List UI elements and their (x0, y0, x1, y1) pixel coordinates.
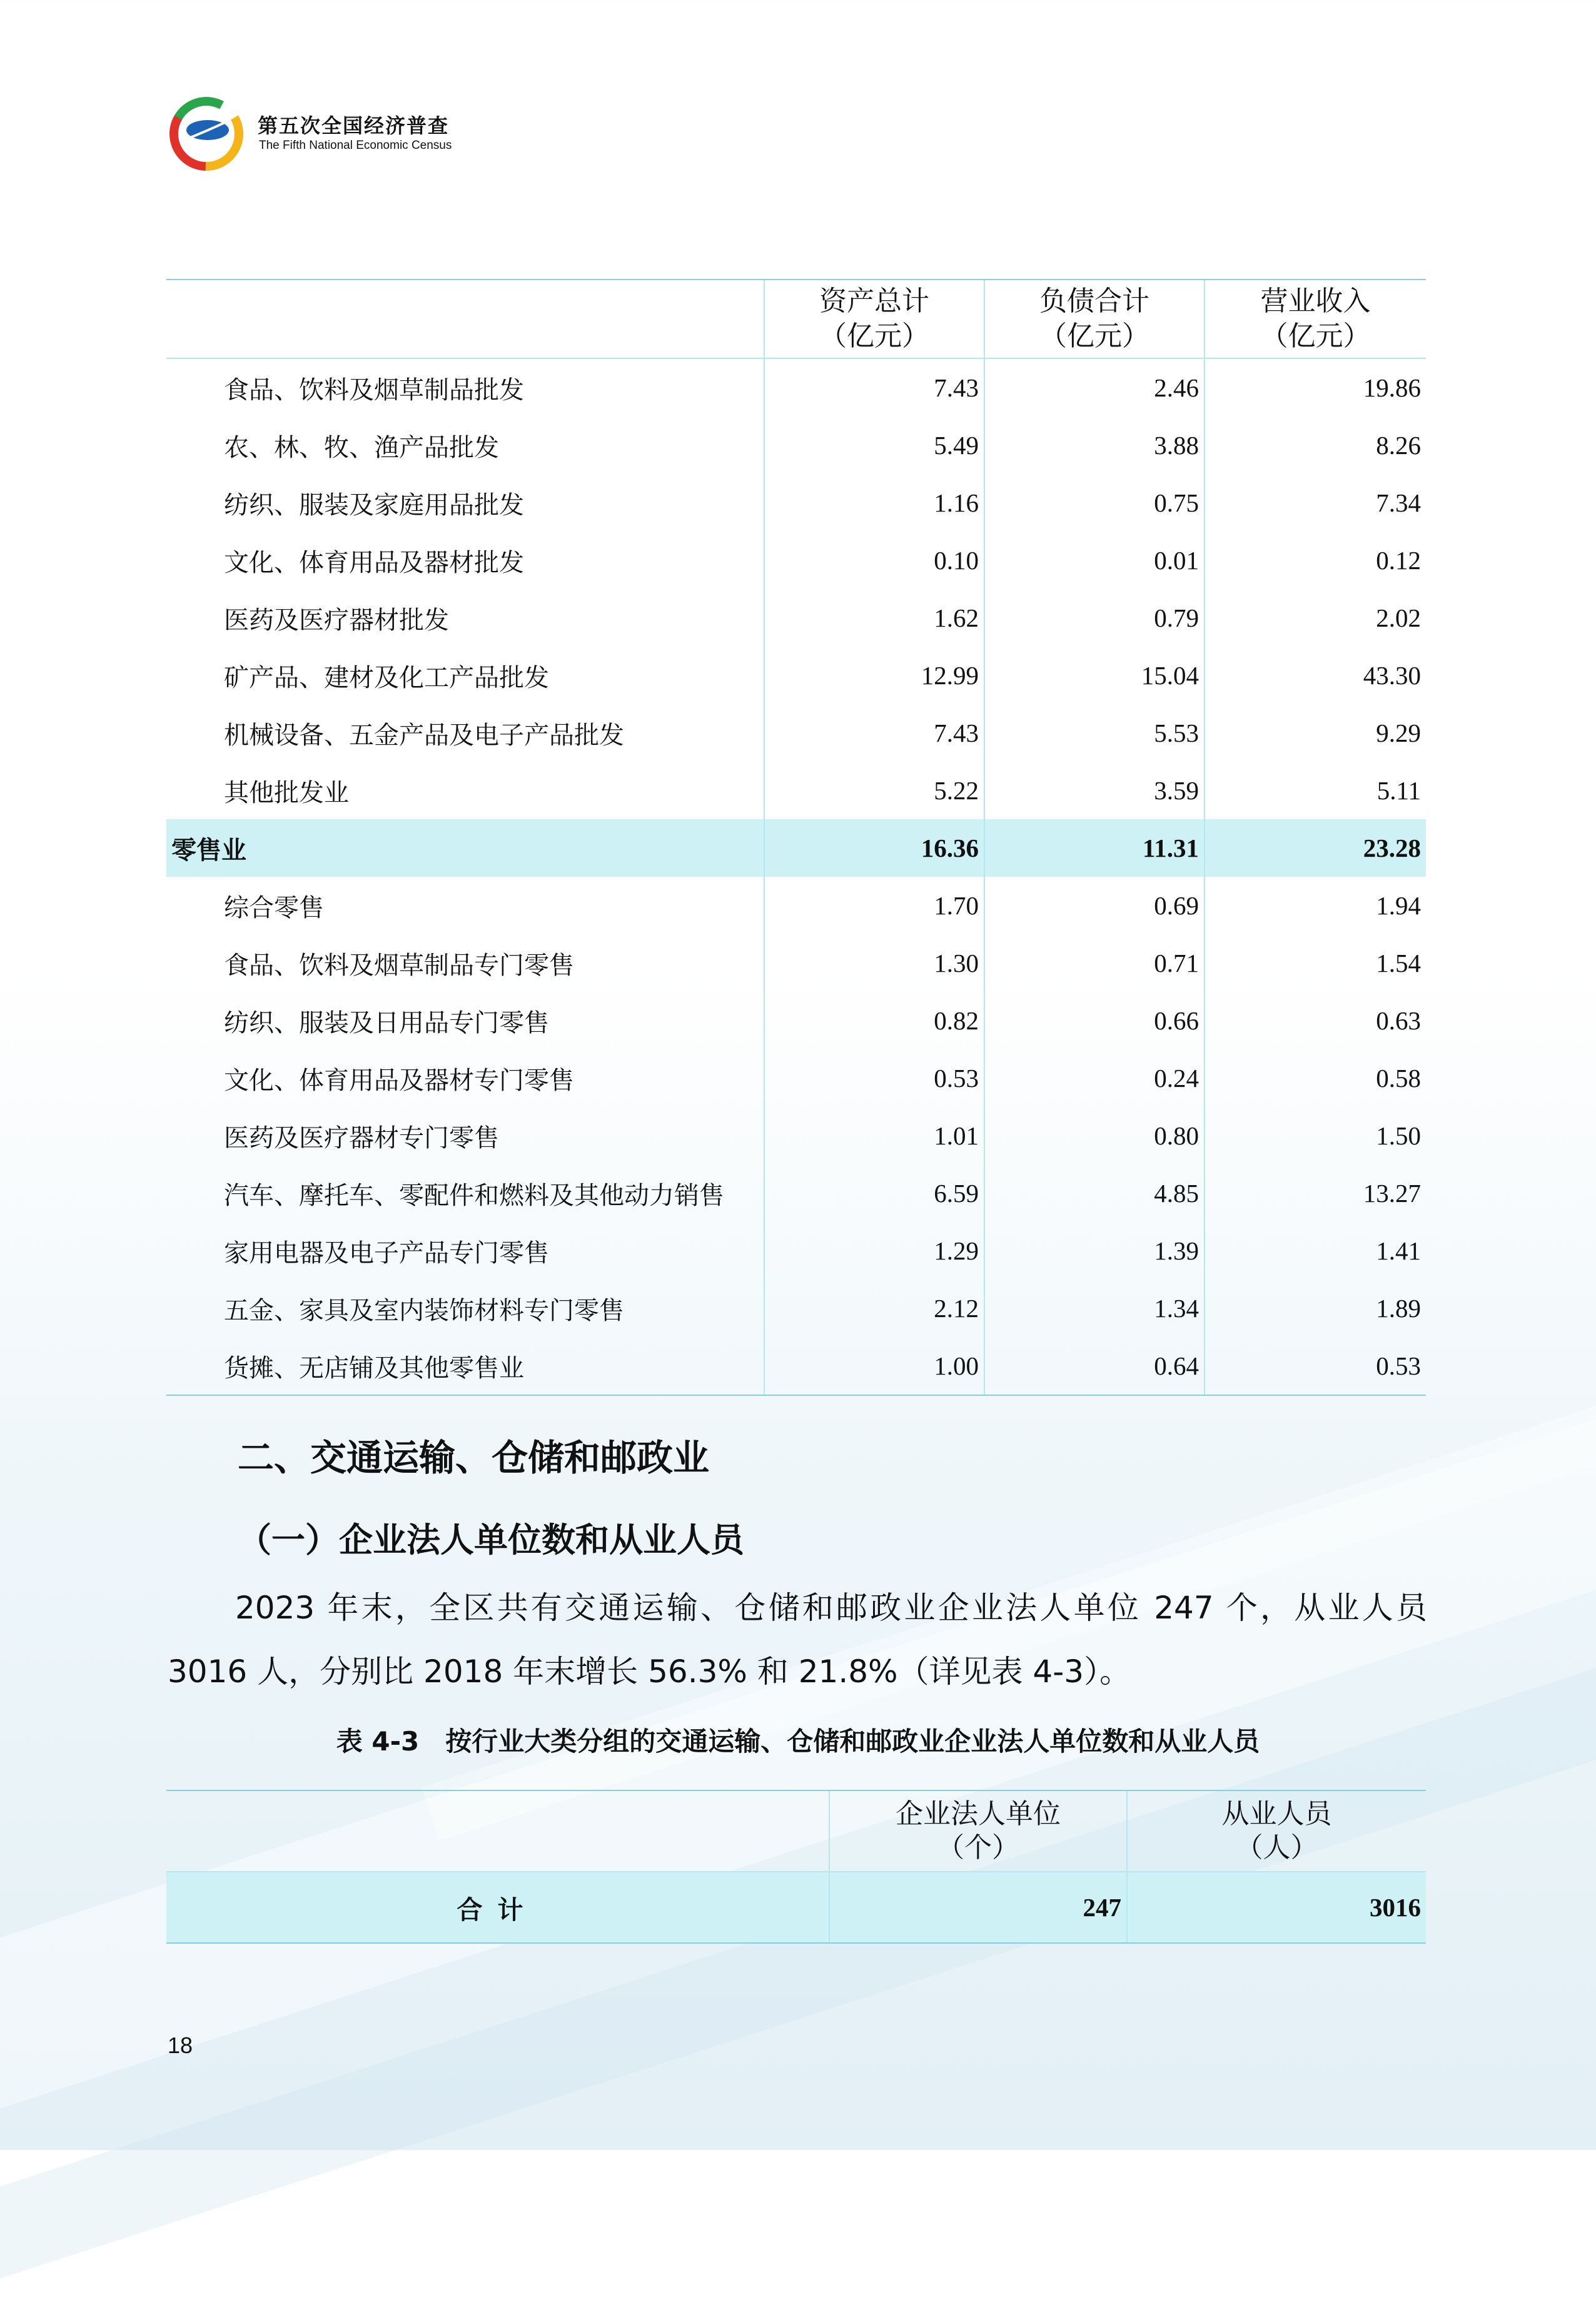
row-label: 家用电器及电子产品专门零售 (224, 1238, 549, 1268)
cell-liabilities: 1.34 (984, 1280, 1205, 1337)
cell-liabilities: 0.64 (984, 1337, 1205, 1395)
table-header-row (166, 280, 1426, 358)
row-label: 五金、家具及室内装饰材料专门零售 (224, 1296, 624, 1325)
cell-liabilities: 11.31 (984, 819, 1205, 877)
column-header-units (829, 1790, 1127, 1872)
cell-revenue: 43.30 (1205, 647, 1426, 704)
header-title-en: The Fifth National Economic Census (259, 139, 452, 152)
section-heading: 二、交通运输、仓储和邮政业 (238, 1436, 710, 1479)
table-row (166, 934, 1426, 992)
cell-assets: 7.43 (764, 704, 984, 762)
row-label: 农、林、牧、渔产品批发 (224, 433, 499, 462)
column-header-line1: 从业人员 (1221, 1798, 1332, 1830)
table-row (166, 1107, 1426, 1164)
cell-liabilities: 0.71 (984, 934, 1205, 992)
row-label: 文化、体育用品及器材专门零售 (224, 1066, 574, 1095)
cell-revenue: 19.86 (1205, 358, 1426, 416)
cell-revenue: 5.11 (1205, 762, 1426, 819)
page-number: 18 (168, 2032, 193, 2058)
row-label: 医药及医疗器材批发 (224, 605, 449, 635)
cell-employees: 3016 (1127, 1872, 1426, 1943)
cell-liabilities: 0.80 (984, 1107, 1205, 1164)
cell-revenue: 0.12 (1205, 532, 1426, 589)
row-label: 机械设备、五金产品及电子产品批发 (224, 720, 624, 750)
column-header-line1: 负债合计 (1039, 285, 1149, 317)
row-label: 文化、体育用品及器材批发 (224, 548, 524, 577)
cell-assets: 7.43 (764, 358, 984, 416)
cell-revenue: 1.54 (1205, 934, 1426, 992)
cell-liabilities: 0.01 (984, 532, 1205, 589)
cell-liabilities: 1.39 (984, 1222, 1205, 1280)
cell-assets: 6.59 (764, 1164, 984, 1222)
table-row (166, 1337, 1426, 1395)
row-label: 综合零售 (224, 893, 324, 922)
row-label: 食品、饮料及烟草制品专门零售 (224, 951, 574, 980)
cell-liabilities: 0.75 (984, 474, 1205, 532)
body-paragraph: 2023 年末，全区共有交通运输、仓储和邮政业企业法人单位 247 个，从业人员 3016 人，分别比 2018 年末增长 56.3% 和 21.8%（详见表 4-3）。 (168, 1590, 1427, 1690)
cell-revenue: 0.53 (1205, 1337, 1426, 1395)
cell-liabilities: 5.53 (984, 704, 1205, 762)
row-label: 食品、饮料及烟草制品批发 (224, 375, 524, 405)
cell-revenue: 2.02 (1205, 589, 1426, 647)
column-header-liabilities (984, 280, 1205, 358)
cell-revenue: 0.63 (1205, 992, 1426, 1049)
table-row (166, 1222, 1426, 1280)
table-row (166, 416, 1426, 474)
cell-assets: 1.62 (764, 589, 984, 647)
table-row (166, 647, 1426, 704)
cell-liabilities: 0.69 (984, 877, 1205, 934)
table-header-row (166, 1790, 1426, 1872)
table-caption: 表 4-3 按行业大类分组的交通运输、仓储和邮政业企业法人单位数和从业人员 (336, 1726, 1260, 1757)
cell-liabilities: 0.66 (984, 992, 1205, 1049)
row-label: 纺织、服装及家庭用品批发 (224, 490, 524, 520)
cell-revenue: 1.94 (1205, 877, 1426, 934)
column-header-unit: （亿元） (1260, 320, 1371, 352)
table-row (166, 589, 1426, 647)
table-row (166, 474, 1426, 532)
row-label: 零售业 (166, 819, 764, 877)
cell-assets: 5.22 (764, 762, 984, 819)
cell-assets: 1.00 (764, 1337, 984, 1395)
financial-table (166, 279, 1426, 1396)
cell-assets: 0.10 (764, 532, 984, 589)
cell-revenue: 13.27 (1205, 1164, 1426, 1222)
table-row (166, 1049, 1426, 1107)
row-label: 货摊、无店铺及其他零售业 (166, 1337, 764, 1395)
cell-assets: 1.16 (764, 474, 984, 532)
table-row (166, 704, 1426, 762)
cell-revenue: 1.50 (1205, 1107, 1426, 1164)
table-row (166, 1280, 1426, 1337)
column-header-employees (1127, 1790, 1426, 1872)
table-row (166, 762, 1426, 819)
table-row (166, 532, 1426, 589)
cell-liabilities: 4.85 (984, 1164, 1205, 1222)
header-title-cn: 第五次全国经济普查 (258, 114, 450, 138)
column-header-unit: （个） (937, 1832, 1019, 1864)
column-header-unit: （亿元） (1039, 320, 1149, 352)
column-header-revenue (1205, 280, 1426, 358)
cell-assets: 5.49 (764, 416, 984, 474)
cell-assets: 2.12 (764, 1280, 984, 1337)
table-row (166, 358, 1426, 416)
cell-assets: 12.99 (764, 647, 984, 704)
column-header-line1: 企业法人单位 (896, 1798, 1061, 1830)
row-label: 医药及医疗器材专门零售 (224, 1123, 499, 1153)
cell-liabilities: 3.88 (984, 416, 1205, 474)
cell-liabilities: 0.24 (984, 1049, 1205, 1107)
column-header-unit: （人） (1235, 1832, 1318, 1864)
row-label: 纺织、服装及日用品专门零售 (224, 1008, 549, 1037)
cell-revenue: 9.29 (1205, 704, 1426, 762)
table-row-category (166, 819, 1426, 877)
row-label: 汽车、摩托车、零配件和燃料及其他动力销售 (224, 1181, 724, 1210)
cell-assets: 1.30 (764, 934, 984, 992)
cell-revenue: 23.28 (1205, 819, 1426, 877)
row-label: 矿产品、建材及化工产品批发 (224, 663, 549, 692)
header-blank-cell (166, 1790, 829, 1872)
cell-assets: 1.70 (764, 877, 984, 934)
cell-revenue: 7.34 (1205, 474, 1426, 532)
cell-units: 247 (829, 1872, 1127, 1943)
cell-assets: 0.82 (764, 992, 984, 1049)
census-logo-icon (168, 95, 245, 173)
cell-assets: 16.36 (764, 819, 984, 877)
cell-revenue: 0.58 (1205, 1049, 1426, 1107)
cell-liabilities: 2.46 (984, 358, 1205, 416)
table-row (166, 992, 1426, 1049)
cell-revenue: 8.26 (1205, 416, 1426, 474)
table-row (166, 1164, 1426, 1222)
cell-assets: 1.29 (764, 1222, 984, 1280)
cell-assets: 0.53 (764, 1049, 984, 1107)
row-label: 合计 (166, 1872, 829, 1943)
cell-revenue: 1.89 (1205, 1280, 1426, 1337)
column-header-unit: （亿元） (819, 320, 929, 352)
column-header-assets (764, 280, 984, 358)
transport-table (166, 1790, 1426, 1944)
column-header-line1: 资产总计 (819, 285, 929, 317)
cell-liabilities: 0.79 (984, 589, 1205, 647)
column-header-line1: 营业收入 (1260, 285, 1371, 317)
table-row-total (166, 1872, 1426, 1943)
table-row (166, 877, 1426, 934)
cell-liabilities: 15.04 (984, 647, 1205, 704)
section-subheading: （一）企业法人单位数和从业人员 (238, 1520, 744, 1560)
cell-revenue: 1.41 (1205, 1222, 1426, 1280)
cell-assets: 1.01 (764, 1107, 984, 1164)
header-blank-cell (166, 280, 764, 358)
row-label: 其他批发业 (224, 778, 349, 807)
cell-liabilities: 3.59 (984, 762, 1205, 819)
